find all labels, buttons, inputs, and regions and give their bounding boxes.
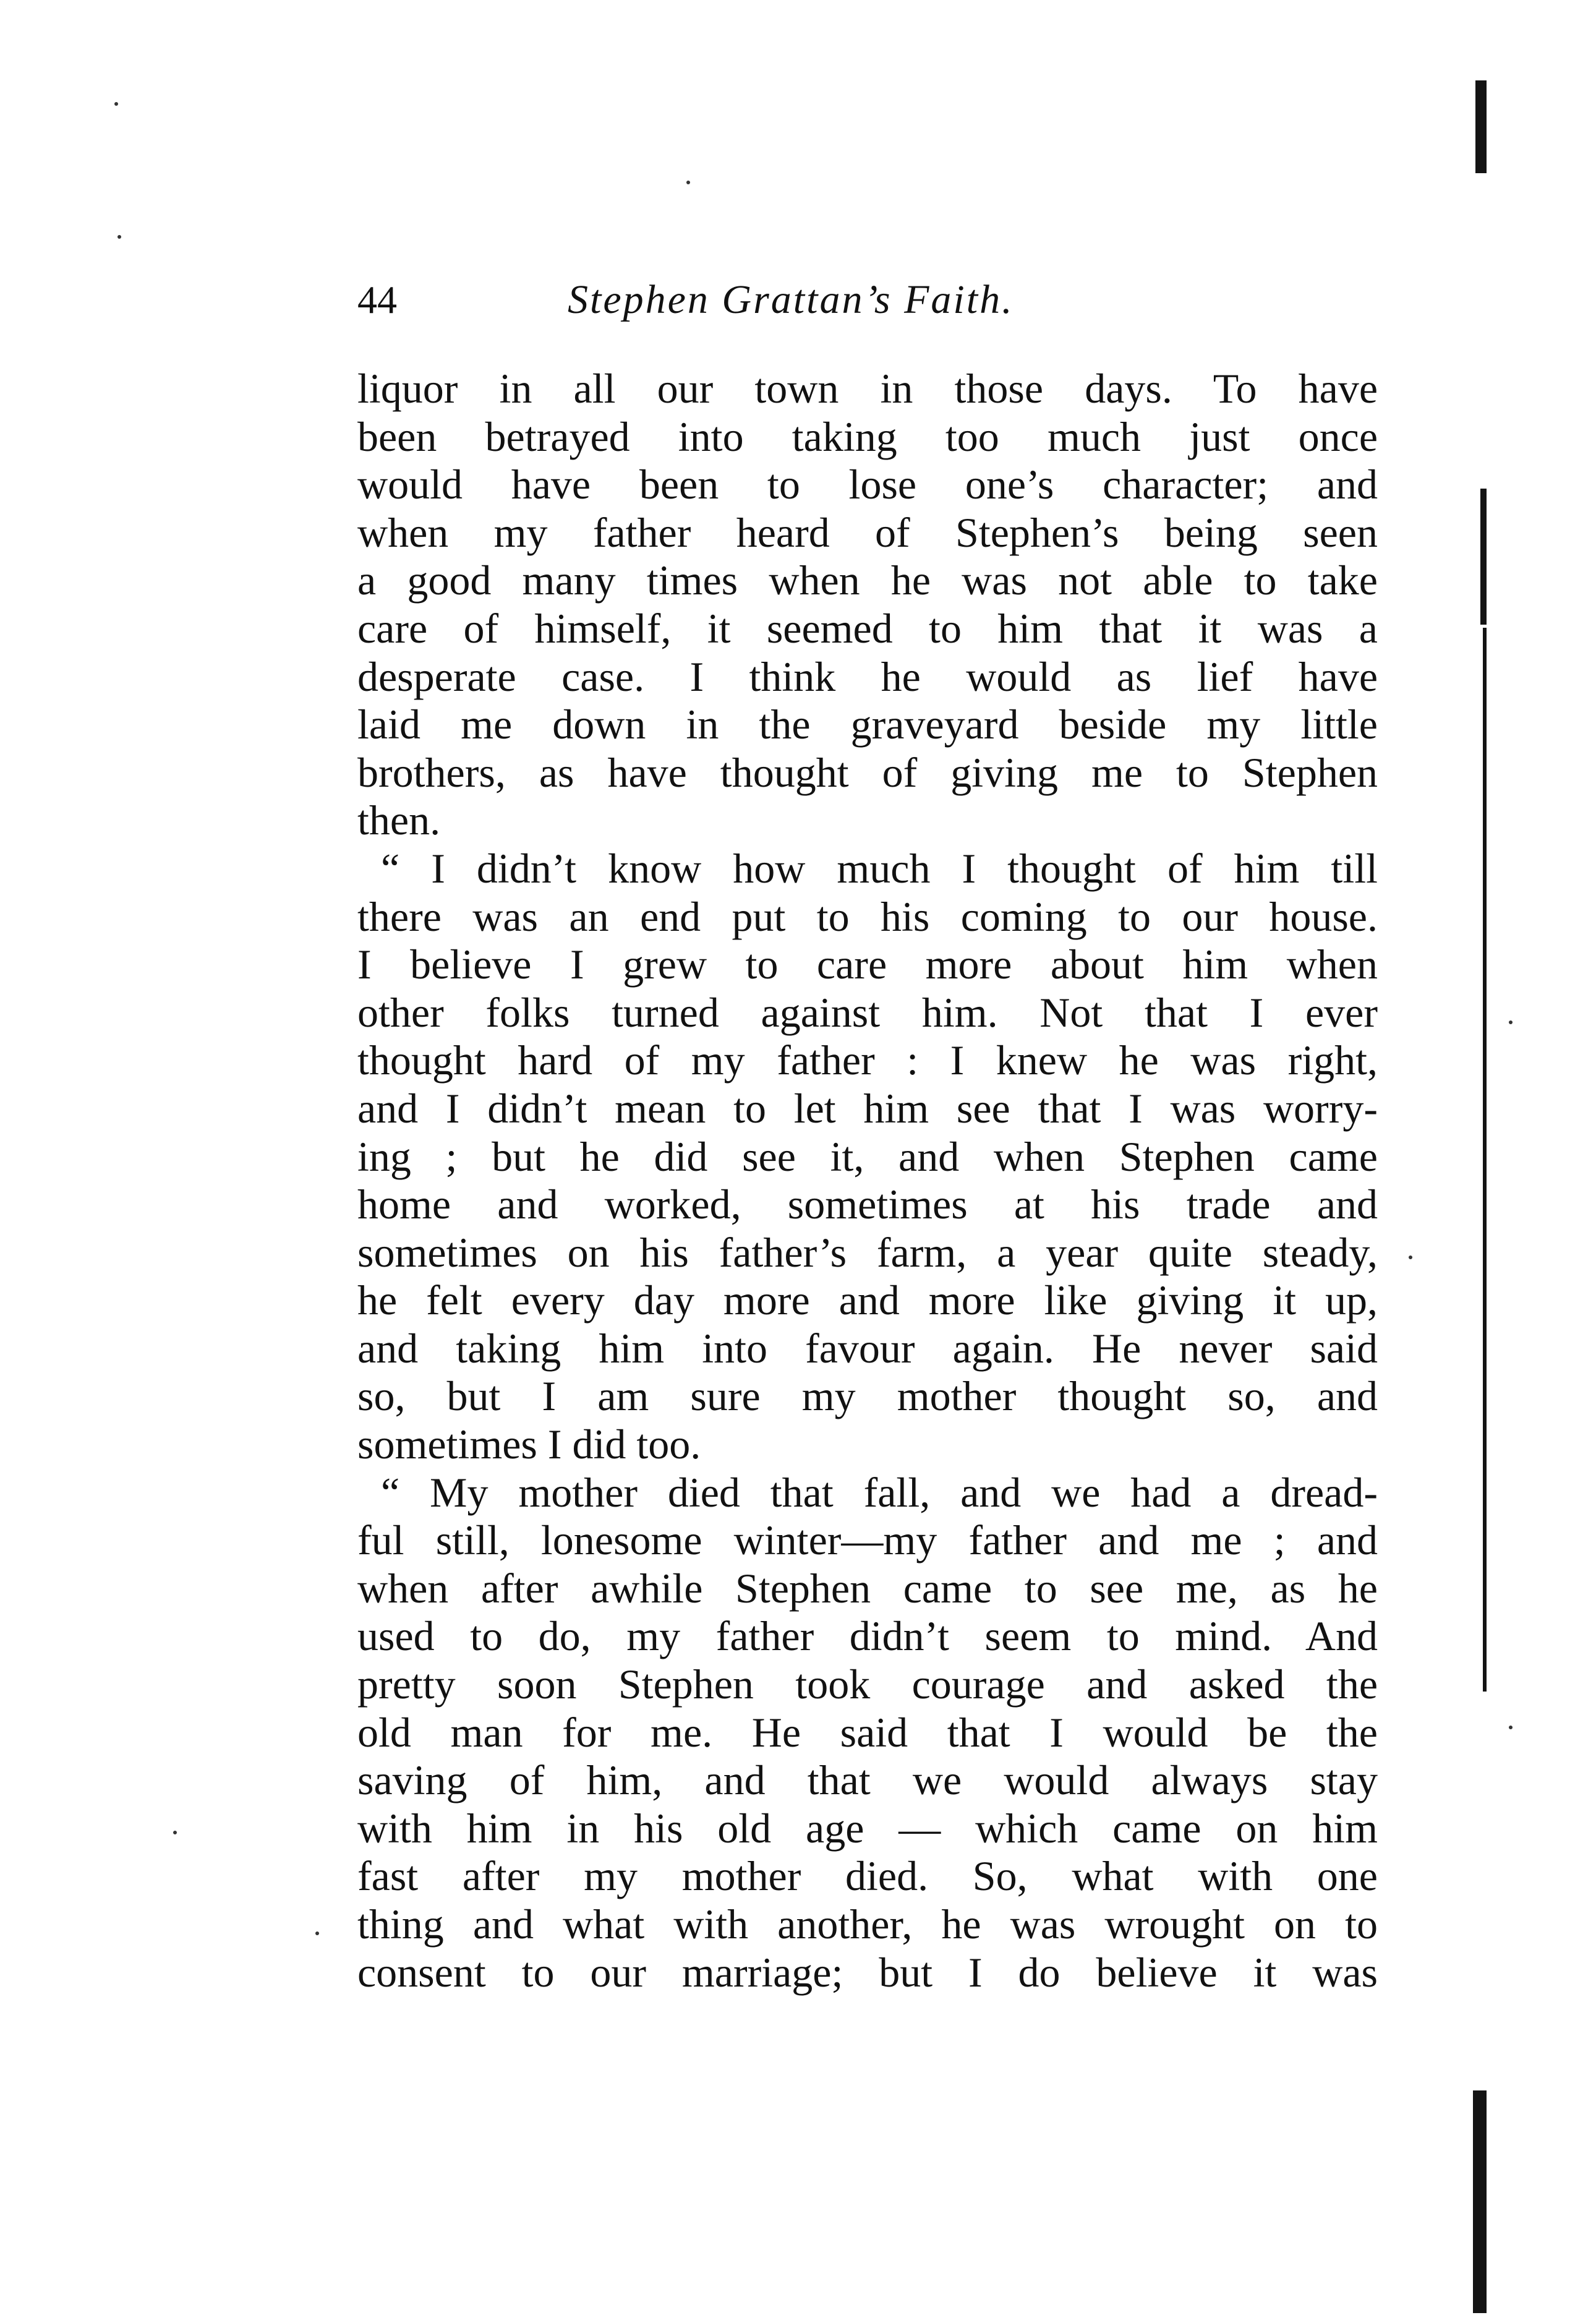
scan-edge-artifact	[1483, 628, 1487, 1692]
scan-speck	[1409, 1256, 1412, 1259]
text-line: been betrayed into taking too much just once	[357, 413, 1378, 460]
scan-speck	[686, 181, 690, 184]
text-line: when my father heard of Stephen’s being seen	[357, 508, 1378, 556]
text-line: laid me down in the graveyard beside my little	[357, 701, 1378, 748]
body-text	[357, 365, 1378, 1996]
text-line: he felt every day more and more like giving it up,	[357, 1277, 1378, 1324]
text-line: used to do, my father didn’t seem to mind. And	[357, 1612, 1378, 1660]
text-line: thought hard of my father : I knew he was right,	[357, 1037, 1378, 1084]
text-line: there was an end put to his coming to our house.	[357, 892, 1378, 940]
text-line: sometimes I did too.	[357, 1421, 701, 1468]
running-title: Stephen Grattan’s Faith.	[568, 277, 1014, 322]
text-line: then.	[357, 797, 441, 844]
text-line: liquor in all our town in those days. To have	[357, 365, 1378, 412]
scan-speck	[315, 1932, 319, 1935]
text-line: and I didn’t mean to let him see that I was worry-	[357, 1084, 1378, 1132]
text-line: sometimes on his father’s farm, a year quite steady,	[357, 1228, 1378, 1276]
text-line: I believe I grew to care more about him when	[357, 941, 1378, 988]
page-number: 44	[357, 278, 397, 322]
text-line: ful still, lonesome winter—my father and me ; and	[357, 1517, 1378, 1564]
text-line: when after awhile Stephen came to see me, as he	[357, 1564, 1378, 1612]
scan-edge-artifact	[1475, 80, 1487, 173]
text-line: “ My mother died that fall, and we had a dread-	[381, 1468, 1378, 1516]
text-line: with him in his old age — which came on him	[357, 1804, 1378, 1852]
text-line: consent to our marriage; but I do believe it was	[357, 1948, 1378, 1996]
text-line: fast after my mother died. So, what with one	[357, 1852, 1378, 1900]
text-line: would have been to lose one’s character; and	[357, 461, 1378, 508]
text-line: home and worked, sometimes at his trade and	[357, 1181, 1378, 1228]
text-line: “ I didn’t know how much I thought of him till	[381, 844, 1378, 892]
text-line: care of himself, it seemed to him that it was a	[357, 604, 1378, 652]
text-line: ing ; but he did see it, and when Stephen came	[357, 1132, 1378, 1180]
text-line: other folks turned against him. Not that I ever	[357, 988, 1378, 1036]
text-line: so, but I am sure my mother thought so, and	[357, 1372, 1378, 1420]
scan-speck	[114, 102, 118, 106]
scan-speck	[117, 235, 121, 239]
text-line: old man for me. He said that I would be the	[357, 1708, 1378, 1756]
page-header	[357, 272, 1365, 328]
text-line: desperate case. I think he would as lief have	[357, 652, 1378, 700]
scan-edge-artifact	[1473, 2090, 1487, 2313]
text-line: and taking him into favour again. He never said	[357, 1324, 1378, 1372]
scan-speck	[173, 1831, 177, 1834]
text-line: brothers, as have thought of giving me to Stephen	[357, 748, 1378, 796]
text-line: pretty soon Stephen took courage and asked the	[357, 1661, 1378, 1708]
scan-speck	[1509, 1020, 1513, 1024]
text-line: a good many times when he was not able to take	[357, 557, 1378, 604]
scan-edge-artifact	[1480, 489, 1487, 625]
scan-speck	[1509, 1726, 1513, 1729]
text-line: thing and what with another, he was wrought on to	[357, 1901, 1378, 1948]
text-line: saving of him, and that we would always stay	[357, 1756, 1378, 1804]
